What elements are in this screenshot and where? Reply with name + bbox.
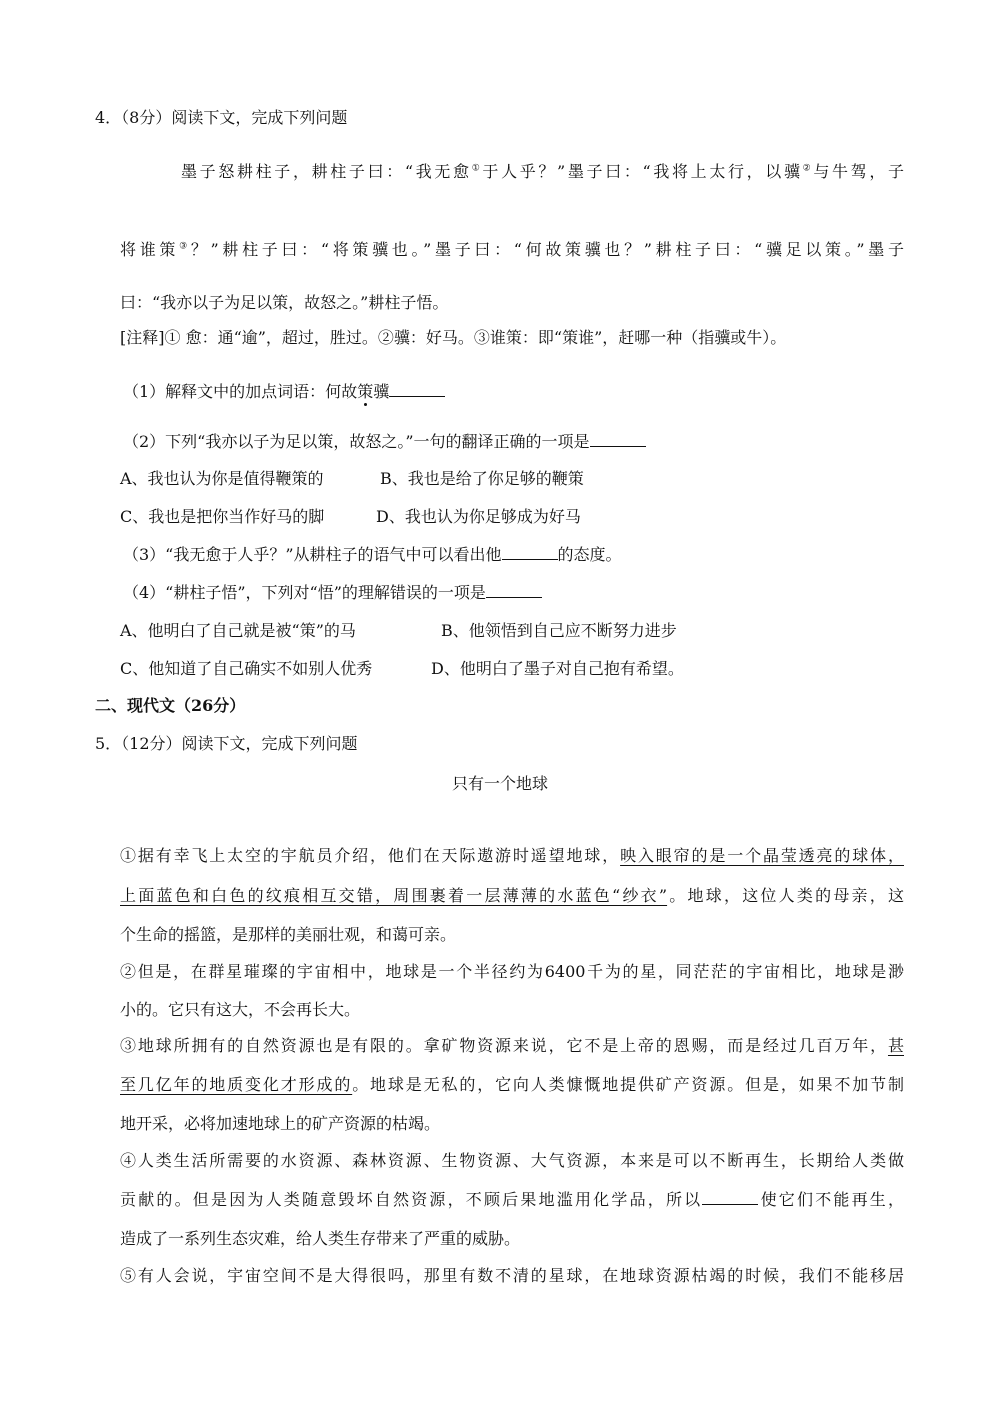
section-2-heading: 二、现代文（26分） [95,696,246,715]
p1-line-2: 上面蓝色和白色的纹痕相互交错，周围裹着一层薄薄的水蓝色“纱衣”。地球，这位人类的母亲，这 [120,886,904,905]
q4-sub1: （1）解释文中的加点词语：何故策骥 [123,382,445,402]
p3-line-2: 至几亿年的地质变化才形成的。地球是无私的，它向人类慷慨地提供矿产资源。但是，如果不加节制 [120,1075,904,1094]
p3-line-1: ③地球所拥有的自然资源也是有限的。拿矿物资源来说，它不是上帝的恩赐，而是经过几百万年，甚 [120,1036,904,1055]
q5-header: 5．（12分）阅读下文，完成下列问题 [95,734,358,753]
p3-line-3: 地开采，必将加速地球上的矿产资源的枯竭。 [120,1114,441,1133]
p2-line-2: 小的。它只有这大，不会再长大。 [120,1000,361,1019]
q4-sub4-option-c: C、他知道了自己确实不如别人优秀 [120,659,373,678]
answer-blank-3[interactable] [502,545,558,560]
q4-sub3: （3）“我无愈于人乎？”从耕柱子的语气中可以看出他 的态度。 [123,545,622,564]
note-mark-1: ① [471,163,483,174]
p2-line-1: ②但是，在群星璀璨的宇宙相中，地球是一个半径约为6400千为的星，同茫茫的宇宙相比，地球是渺 [120,962,904,981]
dotted-word: 策 [357,382,374,401]
q4-sub2-option-a: A、我也认为你是值得鞭策的 [120,469,324,488]
q4-passage-line-2: 将谁策③？”耕柱子曰：“将策骥也。”墨子曰：“何故策骥也？”耕柱子曰：“骥足以策。”墨子 [120,240,904,259]
note-mark-2: ② [802,163,814,174]
answer-blank-2[interactable] [590,432,646,447]
answer-blank-5[interactable] [702,1190,758,1205]
p4-line-3: 造成了一系列生态灾难，给人类生存带来了严重的威胁。 [120,1229,521,1248]
q4-sub2-option-c: C、我也是把你当作好马的脚 [120,507,325,526]
q4-sub4-option-d: D、他明白了墨子对自己抱有希望。 [431,659,684,678]
answer-blank-4[interactable] [486,583,542,598]
q4-sub2-option-b: B、我也是给了你足够的鞭策 [380,469,584,488]
p4-line-1: ④人类生活所需要的水资源、森林资源、生物资源、大气资源，本来是可以不断再生，长期给人类做 [120,1151,904,1170]
q4-sub2-option-d: D、我也认为你足够成为好马 [376,507,581,526]
q4-passage-line-3: 曰：“我亦以子为足以策，故怒之。”耕柱子悟。 [120,293,449,312]
answer-blank-1[interactable] [389,382,445,397]
p4-line-2: 贡献的。但是因为人类随意毁坏自然资源，不顾后果地滥用化学品，所以 使它们不能再生， [120,1190,904,1209]
q4-sub2: （2）下列“我亦以子为足以策，故怒之。”一句的翻译正确的一项是 [123,432,646,452]
q4-notes: [注释]① 愈：通“逾”，超过，胜过。②骥：好马。③谁策：即“策谁”，赶哪一种（指骥或牛）。 [120,328,787,347]
q4-passage-line-1: 墨子怒耕柱子，耕柱子曰：“我无愈①于人乎？”墨子曰：“我将上太行，以骥②与牛驾，子 [181,162,904,181]
p1-line-3: 个生命的摇篮，是那样的美丽壮观，和蔼可亲。 [120,925,457,944]
p1-line-1: ①据有幸飞上太空的宇航员介绍，他们在天际遨游时遥望地球，映入眼帘的是一个晶莹透亮的球体， [120,846,904,865]
note-mark-3: ③ [179,241,191,252]
q4-sub4: （4）“耕柱子悟”，下列对“悟”的理解错误的一项是 [123,583,542,603]
q5-article-title: 只有一个地球 [451,774,548,793]
q4-sub4-option-b: B、他领悟到自己应不断努力进步 [441,621,677,640]
q4-header: 4．（8分）阅读下文，完成下列问题 [95,108,348,127]
q4-sub4-option-a: A、他明白了自己就是被“策”的马 [120,621,356,640]
p5-line-1: ⑤有人会说，宇宙空间不是大得很吗，那里有数不清的星球，在地球资源枯竭的时候，我们不能移居 [120,1266,904,1285]
